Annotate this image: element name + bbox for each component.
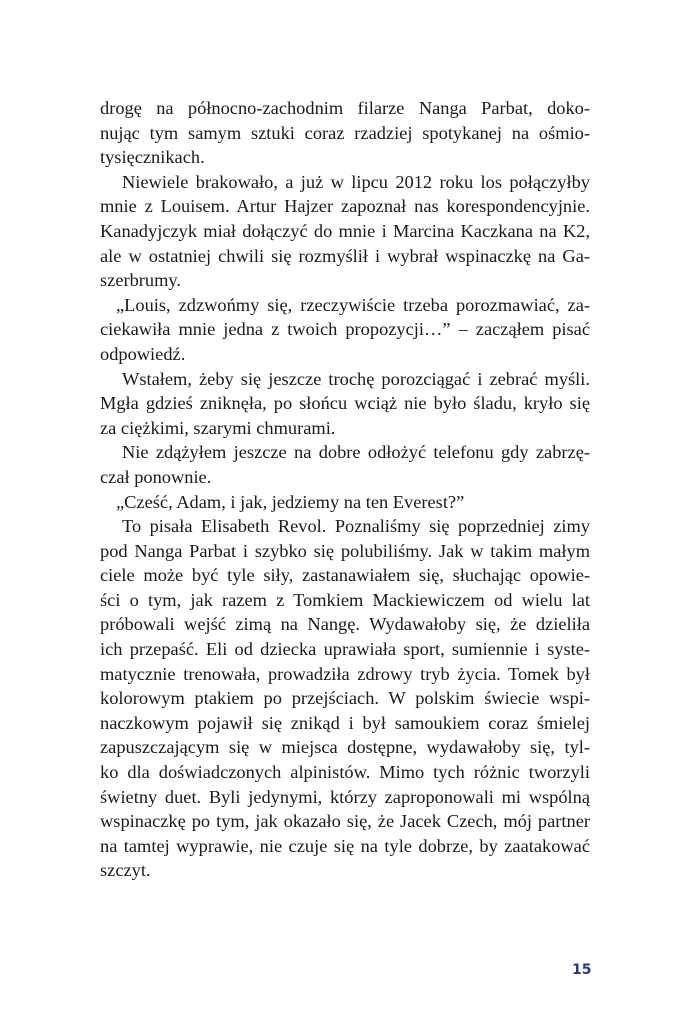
text-line: czał ponownie.	[100, 466, 212, 487]
text-line: za ciężkimi, szarymi chmurami.	[100, 417, 336, 438]
text-line: na tamtej wyprawie, nie czuje się na tyle dobrze, by zaatakować	[100, 835, 590, 856]
text-line: naczkowym pojawił się znikąd i był samoukiem coraz śmielej	[100, 712, 590, 733]
text-line: ciele może być tyle siły, zastanawiałem się, słuchając opowie-	[100, 565, 590, 586]
text-line: Wstałem, żeby się jeszcze trochę porozciągać i zebrać myśli.	[122, 368, 590, 389]
text-line: ale w ostatniej chwili się rozmyślił i wybrał wspinaczkę na Ga-	[100, 245, 590, 266]
text-line: mnie z Louisem. Artur Hajzer zapoznał nas korespondencyjnie.	[100, 196, 590, 217]
text-line: próbowali wejść zimą na Nangę. Wydawałoby się, że dzieliła	[100, 614, 590, 635]
text-line: matycznie trenowała, prowadziła zdrowy tryb życia. Tomek był	[100, 663, 590, 684]
text-line: ko dla doświadczonych alpinistów. Mimo tych różnic tworzyli	[100, 762, 590, 783]
body-text	[100, 96, 590, 883]
text-line: wspinaczkę po tym, jak okazało się, że Jacek Czech, mój partner	[100, 811, 590, 832]
text-line: tysięcznikach.	[100, 147, 205, 168]
text-line: „Cześć, Adam, i jak, jedziemy na ten Everest?”	[116, 491, 465, 512]
text-line: To pisała Elisabeth Revol. Poznaliśmy się poprzedniej zimy	[122, 516, 590, 537]
text-line: nując tym samym sztuki coraz rzadziej spotykanej na ośmio-	[100, 122, 590, 143]
text-line: ciekawiła mnie jedna z twoich propozycji…” – zacząłem pisać	[100, 319, 590, 340]
text-line: ich przepaść. Eli od dziecka uprawiała sport, sumiennie i syste-	[100, 639, 590, 660]
text-line: „Louis, zdzwońmy się, rzeczywiście trzeba porozmawiać, za-	[116, 294, 590, 315]
text-line: pod Nanga Parbat i szybko się polubiliśmy. Jak w takim małym	[100, 540, 590, 561]
text-line: zapuszczającym się w miejsca dostępne, wydawałoby się, tyl-	[100, 737, 590, 758]
page-number: 15	[572, 962, 592, 978]
text-line: Kanadyjczyk miał dołączyć do mnie i Marcina Kaczkana na K2,	[100, 220, 590, 241]
text-line: drogę na północno-zachodnim filarze Nanga Parbat, doko-	[100, 98, 590, 118]
text-line: Mgła gdzieś zniknęła, po słońcu wciąż nie było śladu, kryło się	[100, 393, 590, 414]
text-line: Niewiele brakowało, a już w lipcu 2012 roku los połączyłby	[122, 171, 590, 192]
text-line: świetny duet. Byli jedynymi, którzy zaproponowali mi wspólną	[100, 786, 590, 807]
text-line: ści o tym, jak razem z Tomkiem Mackiewiczem od wielu lat	[100, 589, 590, 610]
text-line: Nie zdążyłem jeszcze na dobre odłożyć telefonu gdy zabrzę-	[122, 442, 590, 463]
text-line: kolorowym ptakiem po przejściach. W polskim świecie wspi-	[100, 688, 590, 709]
text-line: szczyt.	[100, 860, 151, 881]
text-line: szerbrumy.	[100, 270, 182, 291]
text-line: odpowiedź.	[100, 343, 186, 364]
